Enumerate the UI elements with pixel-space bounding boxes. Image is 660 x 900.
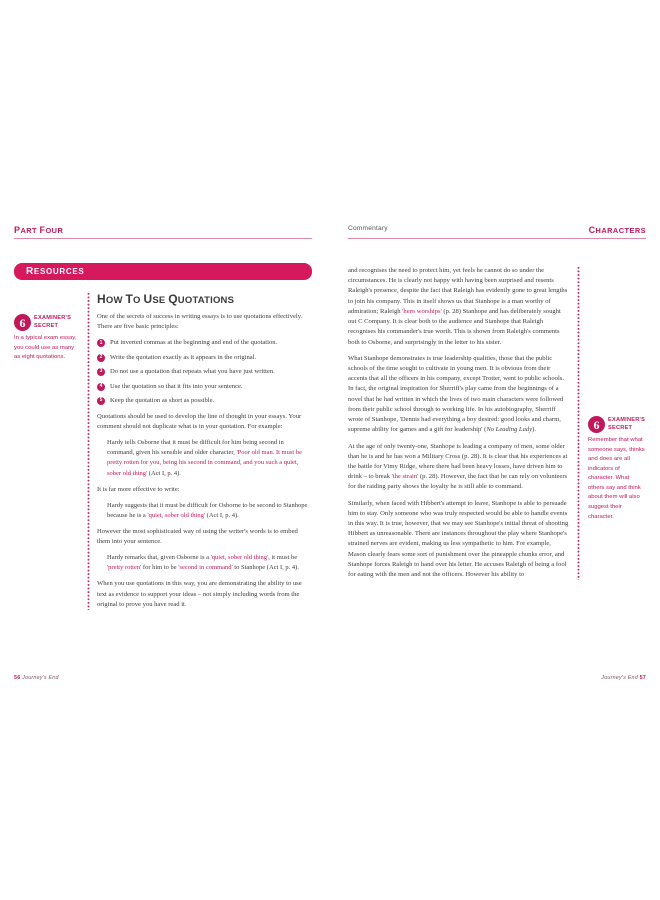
example3-quote3: 'second in command'	[178, 564, 233, 572]
example2-lead: Hardy suggests that it must be difficult for Osborne to be second to Stanhope because he is a	[107, 501, 308, 519]
examiner-secret-title-right	[608, 417, 645, 432]
right-columns	[348, 266, 646, 580]
right-page-number: 57	[639, 675, 646, 681]
intro-paragraph: One of the secrets of success in writing essays is to use quotations effectively. There are five basic principles:	[97, 313, 303, 331]
list-text-5: Keep the quotation as short as possible.	[110, 397, 215, 404]
book-spread	[0, 225, 660, 685]
example-quotation-1	[107, 438, 312, 478]
examiner-secret-title-line2: SECRET	[34, 322, 59, 329]
example3-part2: , it must be	[268, 554, 298, 562]
commentary-paragraph-4	[348, 499, 569, 581]
right-main-column	[348, 266, 569, 580]
p1-part-a: and recognises the need to protect him, yet feels he cannot do so under the circumstances. He is clearly not happy with having been surprised and resents Raleigh's presence, despite the fact that Raleigh has evidently gone to great lengths to join his company. This in itself shows us that Stanhope is a man worthy of admiration; Raleigh	[348, 267, 568, 315]
example1-quote: 'Poor old man. It must be pretty rotten for you, being his second in command, and you such a quiet, sober old thing'	[107, 449, 302, 477]
p4-text: Similarly, when faced with Hibbert's attempt to leave, Stanhope is able to persuade him to stay. Only someone who was truly respected would be able to handle events in this way. It is true, however, that we may see Stanhope's initial threat of shooting Hibbert as unreasonable. There are instances throughout the play where Stanhope's strained nerves are evident, making us less sympathetic to him. For example, Mason clearly fears some sort of punishment over the pineapple chunks error, and Stanhope forces Raleigh to hand over his letter. He accuses Raleigh of being a fool for eating with the men and not the officers. However his ability to	[348, 499, 569, 579]
p3-quote: 'the strain'	[391, 473, 419, 481]
examiner-secret-title-line1: EXAMINER'S	[608, 416, 646, 423]
examiner-badge-icon: 6	[588, 416, 605, 433]
example2-ref: (Act I, p. 4).	[206, 511, 239, 519]
example2-quote: 'quiet, sober old thing'	[147, 511, 206, 519]
example1-lead: Hardy tells Osborne that it must be difficult for him being second in command, given his sensible and older character,	[107, 439, 284, 457]
left-sidebar	[14, 292, 86, 610]
example3-part4: to Stanhope (Act I, p. 4).	[234, 564, 299, 572]
left-page	[0, 225, 330, 685]
example-quotation-2	[107, 501, 312, 521]
resources-banner	[14, 263, 312, 280]
running-head-commentary: Commentary	[348, 225, 388, 232]
list-item	[97, 338, 312, 348]
commentary-paragraph-3	[348, 442, 569, 493]
p2-part-b: ).	[532, 426, 536, 434]
list-item	[97, 367, 312, 377]
list-item	[97, 382, 312, 392]
example-quotation-3	[107, 553, 312, 573]
left-footer-title: Journey's End	[22, 675, 59, 681]
list-number-1: 1	[97, 339, 105, 347]
p1-quote: 'hero worships'	[402, 307, 442, 315]
example1-ref: (Act I, p. 4).	[148, 469, 181, 477]
list-item	[97, 353, 312, 363]
example3-part1: Hardy remarks that, given Osborne is a	[107, 554, 209, 562]
examiner-secret-header	[14, 314, 80, 331]
examiner-badge-icon: 6	[14, 314, 31, 331]
examiner-secret-body: In a typical exam essay, you could use as many as eight quotations.	[14, 335, 77, 361]
list-number-3: 3	[97, 368, 105, 376]
running-head-characters: CHARACTERS	[588, 225, 646, 235]
list-text-2: Write the quotation exactly as it appears in the original.	[110, 353, 257, 361]
p3-part-b: (p. 28). However, the fact that he can rely on volunteers for the raiding party shows the loyalty he is still able to command.	[348, 473, 568, 491]
right-footer-title: Journey's End	[601, 675, 638, 681]
p3-part-a: At the age of only twenty-one, Stanhope is leading a company of men, some older than he is and he has won a Military Cross (p. 28). It is clear that his experiences at the battle for Vimy Ridge, where there had been heavy losses, have driven him to drink – to break	[348, 442, 568, 481]
left-running-head	[14, 225, 312, 247]
left-main-column	[97, 292, 312, 610]
right-sidebar	[580, 266, 646, 580]
examiner-secret-left	[14, 314, 80, 363]
example3-quote1: 'quiet, sober old thing'	[210, 554, 269, 562]
closing-paragraph: When you use quotations in this way, you are demonstrating the ability to use text as evidence to support your ideas – not simply including words from the original to prove you have read it.	[97, 580, 302, 608]
dotted-rule-left	[86, 292, 90, 610]
sophisticated-paragraph: However the most sophisticated way of using the writer's words is to embed them into your sentence.	[97, 527, 298, 546]
right-page-footer	[601, 675, 646, 681]
example3-part3: for him to be	[142, 564, 177, 572]
left-page-number: 56	[14, 675, 21, 681]
develop-paragraph: Quotations should be used to develop the line of thought in your essays. Your comment should not duplicate what is in your quotation. For example:	[97, 412, 302, 431]
commentary-paragraph-1	[348, 266, 569, 348]
left-page-footer	[14, 675, 59, 681]
commentary-paragraph-2	[348, 354, 569, 436]
more-effective-paragraph: It is far more effective to write:	[97, 485, 180, 493]
list-number-2: 2	[97, 354, 105, 362]
examiner-secret-title	[34, 315, 71, 330]
list-text-1: Put inverted commas at the beginning and end of the quotation.	[110, 339, 278, 347]
right-page	[330, 225, 660, 685]
examiner-secret-header-right	[588, 416, 646, 433]
principles-list	[97, 338, 312, 405]
examiner-secret-right	[588, 416, 646, 522]
left-columns	[14, 292, 312, 610]
p1-part-b: (p. 28) Stanhope and has deliberately sought out C Company. It is clear both to the audience and Stanhope that Raleigh recognises his commander's true worth. This is shown from Raleigh's comments both to Osborne, and surprisingly in the letter to his sister.	[348, 307, 561, 346]
example3-quote2: 'pretty rotten'	[107, 564, 142, 572]
examiner-secret-body-right: Remember that what someone says, thinks and does are all indicators of character. What others say and think about them will also suggest their character.	[588, 437, 645, 520]
running-head-part: PART FOUR	[14, 225, 64, 235]
list-text-4: Use the quotation so that it fits into your sentence.	[110, 382, 243, 390]
section-title: HOW TO USE QUOTATIONS	[97, 292, 235, 306]
resources-banner-label: RESOURCES	[26, 266, 85, 277]
list-number-4: 4	[97, 383, 105, 391]
list-text-3: Do not use a quotation that repeats what you have just written.	[110, 368, 275, 376]
p2-italic-title: No Leading Lady	[486, 426, 533, 434]
list-number-5: 5	[97, 397, 105, 405]
examiner-secret-title-line1: EXAMINER'S	[34, 314, 72, 321]
list-item	[97, 396, 312, 406]
examiner-secret-title-line2: SECRET	[608, 424, 633, 431]
p2-part-a: What Stanhope demonstrates is true leadership qualities, those that the public schools of the time sought to cultivate in young men. It is obvious from their accents that all the officers in his company, except Trotter, went to public schools. In fact, the original inspiration for Sherriff's play came from the beginnings of a novel that he had written in which the lives of two main characters were followed from their public school through to working life. In his autobiography, Sherriff wrote of Stanhope, 'Dennis had everything a boy desired: good looks and charm, supreme ability for games and a gift for leadership' (	[348, 354, 564, 434]
right-running-head	[348, 225, 646, 247]
